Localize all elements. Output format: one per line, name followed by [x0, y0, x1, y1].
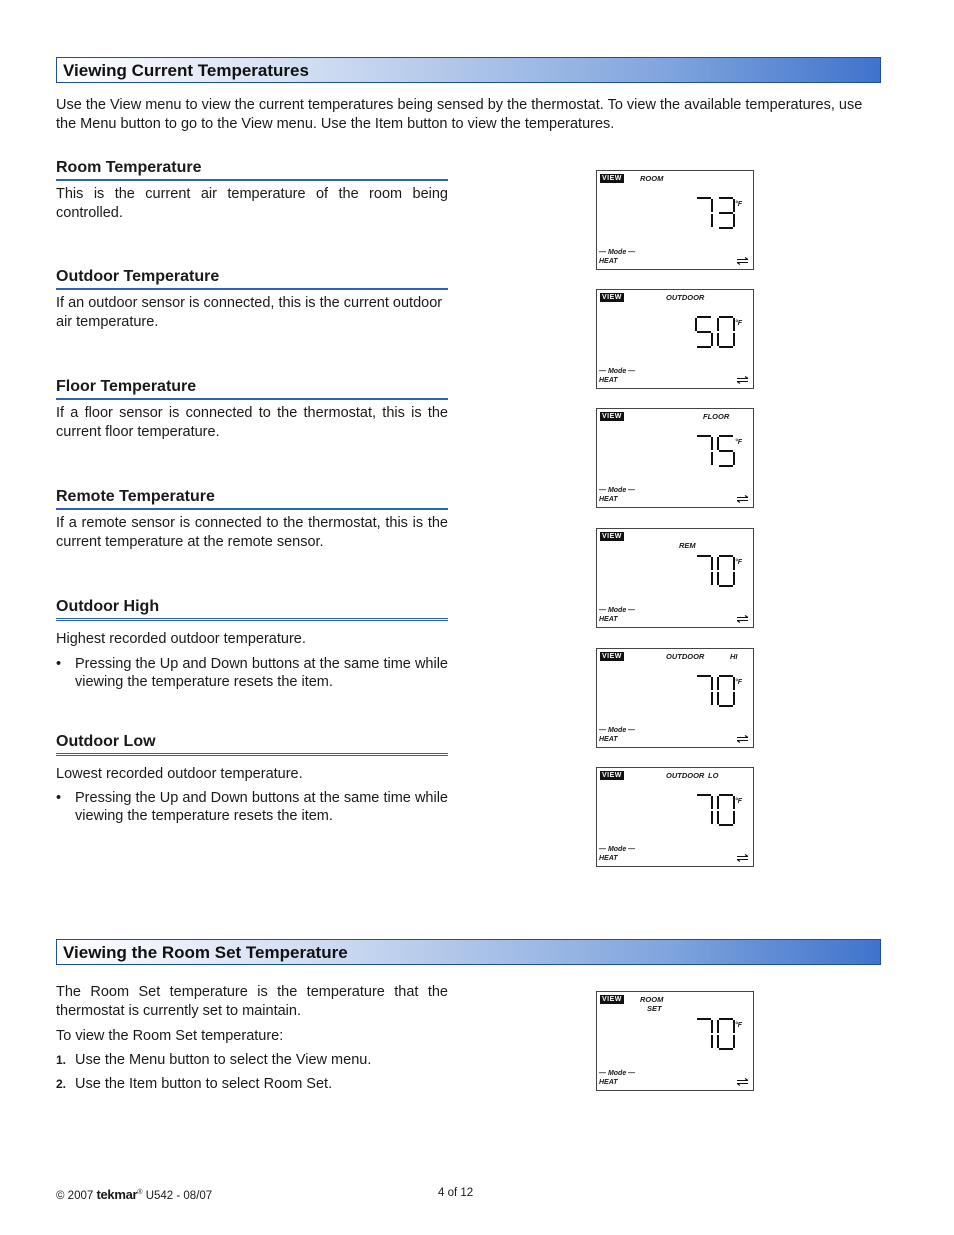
heading-floor-temperature: Floor Temperature	[56, 378, 448, 400]
swap-arrows-icon	[737, 1078, 749, 1086]
mode-label: — Mode —	[599, 487, 636, 494]
lcd-label: OUTDOOR	[666, 652, 705, 661]
lcd-digits	[693, 675, 737, 711]
lcd-digits	[693, 316, 737, 352]
bullet-mark: •	[56, 656, 62, 672]
text-floor-temperature: If a floor sensor is connected to the thermostat, this is the current floor temperature.	[56, 405, 448, 440]
unit-label: °F	[735, 201, 743, 208]
unit-label: °F	[735, 320, 743, 327]
lcd-display-outdoor-low	[596, 767, 754, 867]
text-outdoor-high: Highest recorded outdoor temperature.	[56, 631, 306, 647]
lcd-display-room	[596, 170, 754, 270]
registered-mark: ®	[137, 1189, 143, 1197]
lcd-display-outdoor	[596, 289, 754, 389]
view-tag: VIEW	[602, 175, 622, 182]
text-outdoor-low: Lowest recorded outdoor temperature.	[56, 766, 303, 782]
bullet-outdoor-high	[56, 655, 448, 691]
page-number: 4 of 12	[438, 1187, 474, 1199]
step-text: Use the Menu button to select the View menu.	[75, 1052, 372, 1068]
swap-arrows-icon	[737, 257, 749, 265]
unit-label: °F	[735, 798, 743, 805]
heading-room-temperature: Room Temperature	[56, 159, 448, 181]
heat-label: HEAT	[599, 377, 618, 384]
heading-remote-temperature: Remote Temperature	[56, 488, 448, 510]
unit-label: °F	[735, 559, 743, 566]
view-tag: VIEW	[602, 996, 622, 1003]
unit-label: °F	[735, 1022, 743, 1029]
lcd-digits	[693, 197, 737, 233]
lcd-label: OUTDOOR	[666, 293, 705, 302]
lcd-label: OUTDOOR	[666, 771, 705, 780]
text-outdoor-temperature: If an outdoor sensor is connected, this is the current outdoor air temperature.	[56, 295, 443, 330]
heading-outdoor-high: Outdoor High	[56, 598, 448, 621]
lcd-label: ROOM	[640, 995, 664, 1004]
swap-arrows-icon	[737, 376, 749, 384]
mode-label: — Mode —	[599, 249, 636, 256]
lcd-display-outdoor-high	[596, 648, 754, 748]
mode-label: — Mode —	[599, 727, 636, 734]
lcd-display-floor	[596, 408, 754, 508]
lcd-digits	[693, 555, 737, 591]
heat-label: HEAT	[599, 736, 618, 743]
view-tag: VIEW	[602, 772, 622, 779]
section-title: Viewing Current Temperatures	[63, 61, 309, 80]
text-room-temperature: This is the current air temperature of the room being controlled.	[56, 186, 448, 221]
unit-label: °F	[735, 439, 743, 446]
swap-arrows-icon	[737, 854, 749, 862]
lcd-label: ROOM	[640, 174, 664, 183]
step-text: Use the Item button to select Room Set.	[75, 1076, 333, 1092]
heading-outdoor-low: Outdoor Low	[56, 733, 448, 756]
lcd-label: FLOOR	[703, 412, 730, 421]
lcd-digits	[693, 1018, 737, 1054]
view-tag: VIEW	[602, 653, 622, 660]
lcd-label-lo: LO	[708, 771, 719, 780]
document-code: U542 - 08/07	[145, 1190, 213, 1202]
swap-arrows-icon	[737, 735, 749, 743]
brand-logo: tekmar	[96, 1187, 138, 1202]
step-number: 1.	[56, 1053, 67, 1067]
view-tag: VIEW	[602, 294, 622, 301]
swap-arrows-icon	[737, 495, 749, 503]
heat-label: HEAT	[599, 616, 618, 623]
heading-outdoor-temperature: Outdoor Temperature	[56, 268, 448, 290]
room-set-intro: The Room Set temperature is the temperature that the thermostat is currently set to maintain.	[56, 984, 448, 1019]
bullet-mark: •	[56, 790, 62, 806]
mode-label: — Mode —	[599, 846, 636, 853]
section-banner-current-temps	[56, 57, 881, 83]
unit-label: °F	[735, 679, 743, 686]
lcd-label-hi: HI	[730, 652, 738, 661]
footer-left	[56, 1187, 212, 1202]
bullet-text: Pressing the Up and Down buttons at the same time while viewing the temperature resets the item.	[75, 790, 448, 824]
section-banner-room-set	[56, 939, 881, 965]
lcd-label: REM	[679, 541, 696, 550]
section-title: Viewing the Room Set Temperature	[63, 943, 348, 962]
mode-label: — Mode —	[599, 1070, 636, 1077]
lcd-digits	[693, 794, 737, 830]
heat-label: HEAT	[599, 496, 618, 503]
view-tag: VIEW	[602, 413, 622, 420]
step-2	[56, 1075, 332, 1093]
copyright: © 2007	[56, 1190, 94, 1202]
mode-label: — Mode —	[599, 368, 636, 375]
bullet-outdoor-low	[56, 789, 448, 825]
mode-label: — Mode —	[599, 607, 636, 614]
lcd-digits	[693, 435, 737, 471]
intro-paragraph: Use the View menu to view the current temperatures being sensed by the thermostat. To view the available temperatures, use the Menu button to go to the View menu. Use the Item button to view the temperatures.	[56, 97, 863, 132]
swap-arrows-icon	[737, 615, 749, 623]
view-tag: VIEW	[602, 533, 622, 540]
lcd-display-remote	[596, 528, 754, 628]
room-set-lead: To view the Room Set temperature:	[56, 1028, 284, 1044]
text-remote-temperature: If a remote sensor is connected to the thermostat, this is the current temperature at the remote sensor.	[56, 515, 448, 550]
step-1	[56, 1051, 371, 1069]
bullet-text: Pressing the Up and Down buttons at the same time while viewing the temperature resets the item.	[75, 656, 448, 690]
heat-label: HEAT	[599, 1079, 618, 1086]
lcd-label-set: SET	[647, 1004, 662, 1013]
heat-label: HEAT	[599, 855, 618, 862]
step-number: 2.	[56, 1077, 67, 1091]
lcd-display-room-set	[596, 991, 754, 1091]
heat-label: HEAT	[599, 258, 618, 265]
